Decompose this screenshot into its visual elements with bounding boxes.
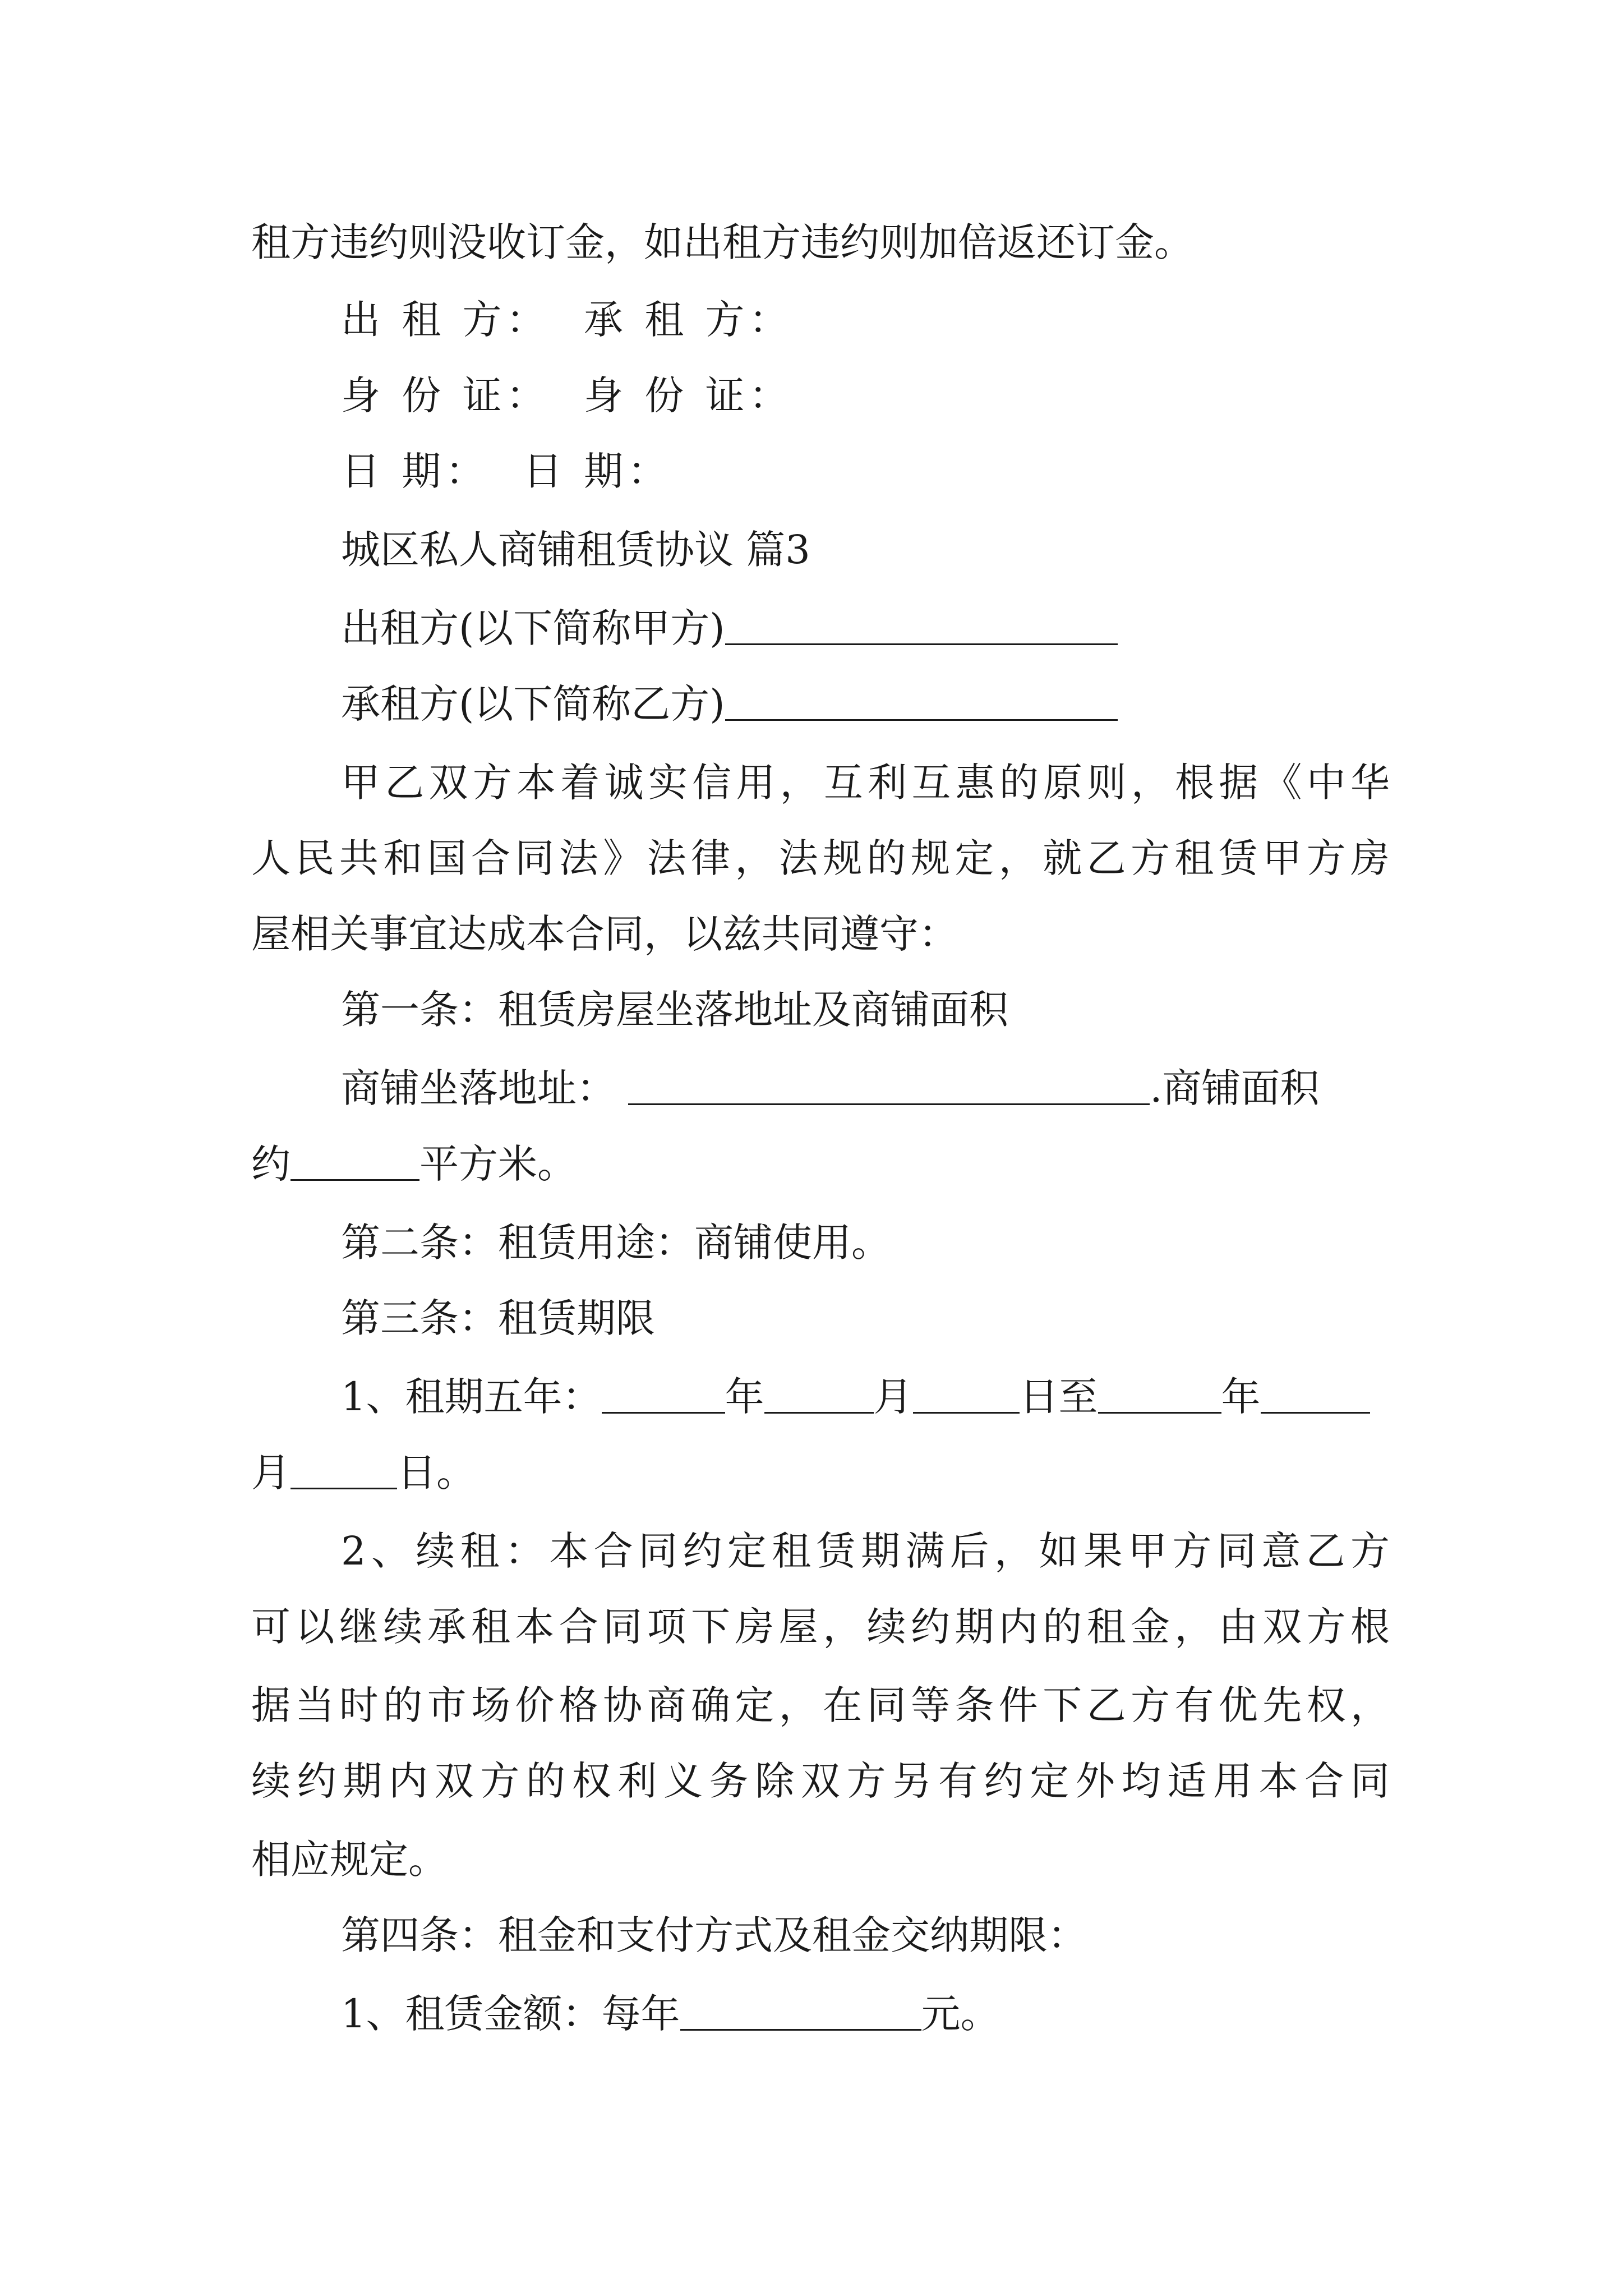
text-line: [251, 1753, 1390, 1809]
article-heading: [341, 1907, 1390, 1963]
lessee-date-label: 日 期：: [523, 448, 672, 494]
text-line: [251, 214, 1390, 270]
area-prefix: 约: [251, 1141, 291, 1187]
article-heading: [341, 982, 1390, 1038]
day-to-label: 日至: [1019, 1374, 1098, 1420]
lessee-id-label: 身 份 证：: [584, 372, 793, 418]
signature-id-line: [341, 367, 1390, 424]
address-field-line: [341, 1060, 1390, 1116]
paragraph-text: 可以继续承租本合同项下房屋，续约期内的租金，由双方根: [251, 1604, 1390, 1650]
paragraph-text: 人民共和国合同法》法律，法规的规定，就乙方租赁甲方房: [251, 835, 1390, 881]
lessor-date-label: 日 期：: [341, 448, 490, 494]
lease-term-end-line: [251, 1444, 1390, 1501]
rent-amount-line: [341, 1986, 1390, 2042]
lessee-field-label: 承租方(以下简称乙方): [341, 681, 725, 727]
paragraph-text: 相应规定。: [251, 1837, 448, 1883]
text-line: [341, 754, 1390, 811]
article-heading-text: 第三条：租赁期限: [341, 1295, 655, 1341]
text-line: [251, 1832, 1390, 1888]
area-unit: 平方米。: [419, 1141, 577, 1187]
article-heading-text: 第二条：租赁用途：商铺使用。: [341, 1220, 891, 1266]
signature-party-line: [341, 292, 1390, 348]
month-label: 月: [873, 1374, 913, 1420]
year-label: 年: [1221, 1374, 1261, 1420]
lessee-label: 承 租 方：: [584, 297, 793, 343]
text-line: [251, 906, 1390, 962]
address-label: 商铺坐落地址：: [341, 1065, 616, 1111]
end-day-blank: [291, 1485, 397, 1486]
year-label: 年: [725, 1374, 764, 1420]
section-title-text: 城区私人商铺租赁协议 篇3: [341, 527, 810, 573]
text-line: [251, 830, 1390, 886]
article-heading: [341, 1290, 1390, 1346]
paragraph-text: 2、续租：本合同约定租赁期满后，如果甲方同意乙方: [341, 1528, 1390, 1574]
lessor-field-line: [341, 600, 1390, 656]
lessor-field-label: 出租方(以下简称甲方): [341, 605, 725, 651]
paragraph-text: 续约期内双方的权利义务除双方另有约定外均适用本合同: [251, 1758, 1390, 1804]
lessor-label: 出 租 方：: [341, 297, 550, 343]
address-blank: [628, 1101, 1150, 1102]
article-heading-text: 第一条：租赁房屋坐落地址及商铺面积: [341, 987, 1008, 1033]
text-line: [251, 1677, 1390, 1733]
article-heading: [341, 1214, 1390, 1271]
currency-unit: 元。: [921, 1991, 1000, 2037]
text-line: [251, 1599, 1390, 1655]
paragraph-text: 据当时的市场价格协商确定，在同等条件下乙方有优先权，: [251, 1682, 1390, 1728]
area-label: .商铺面积: [1150, 1065, 1320, 1111]
paragraph-text: 屋相关事宜达成本合同，以兹共同遵守：: [251, 911, 958, 957]
lessor-id-label: 身 份 证：: [341, 372, 550, 418]
lessee-field-line: [341, 676, 1390, 732]
signature-date-line: [341, 443, 1390, 499]
day-label: 日。: [397, 1450, 476, 1496]
area-field-line: [251, 1136, 1390, 1192]
lease-term-label: 1、租期五年：: [341, 1374, 602, 1420]
lease-term-line: [341, 1369, 1390, 1425]
section-title: [341, 522, 1390, 578]
paragraph-text: 租方违约则没收订金，如出租方违约则加倍返还订金。: [251, 219, 1193, 265]
month-label: 月: [251, 1450, 291, 1496]
lessor-blank: [725, 641, 1118, 642]
rent-amount-label: 1、租赁金额：每年: [341, 1991, 680, 2037]
text-line: [341, 1523, 1390, 1579]
article-heading-text: 第四条：租金和支付方式及租金交纳期限：: [341, 1912, 1087, 1958]
paragraph-text: 甲乙双方本着诚实信用，互利互惠的原则，根据《中华: [341, 760, 1390, 806]
